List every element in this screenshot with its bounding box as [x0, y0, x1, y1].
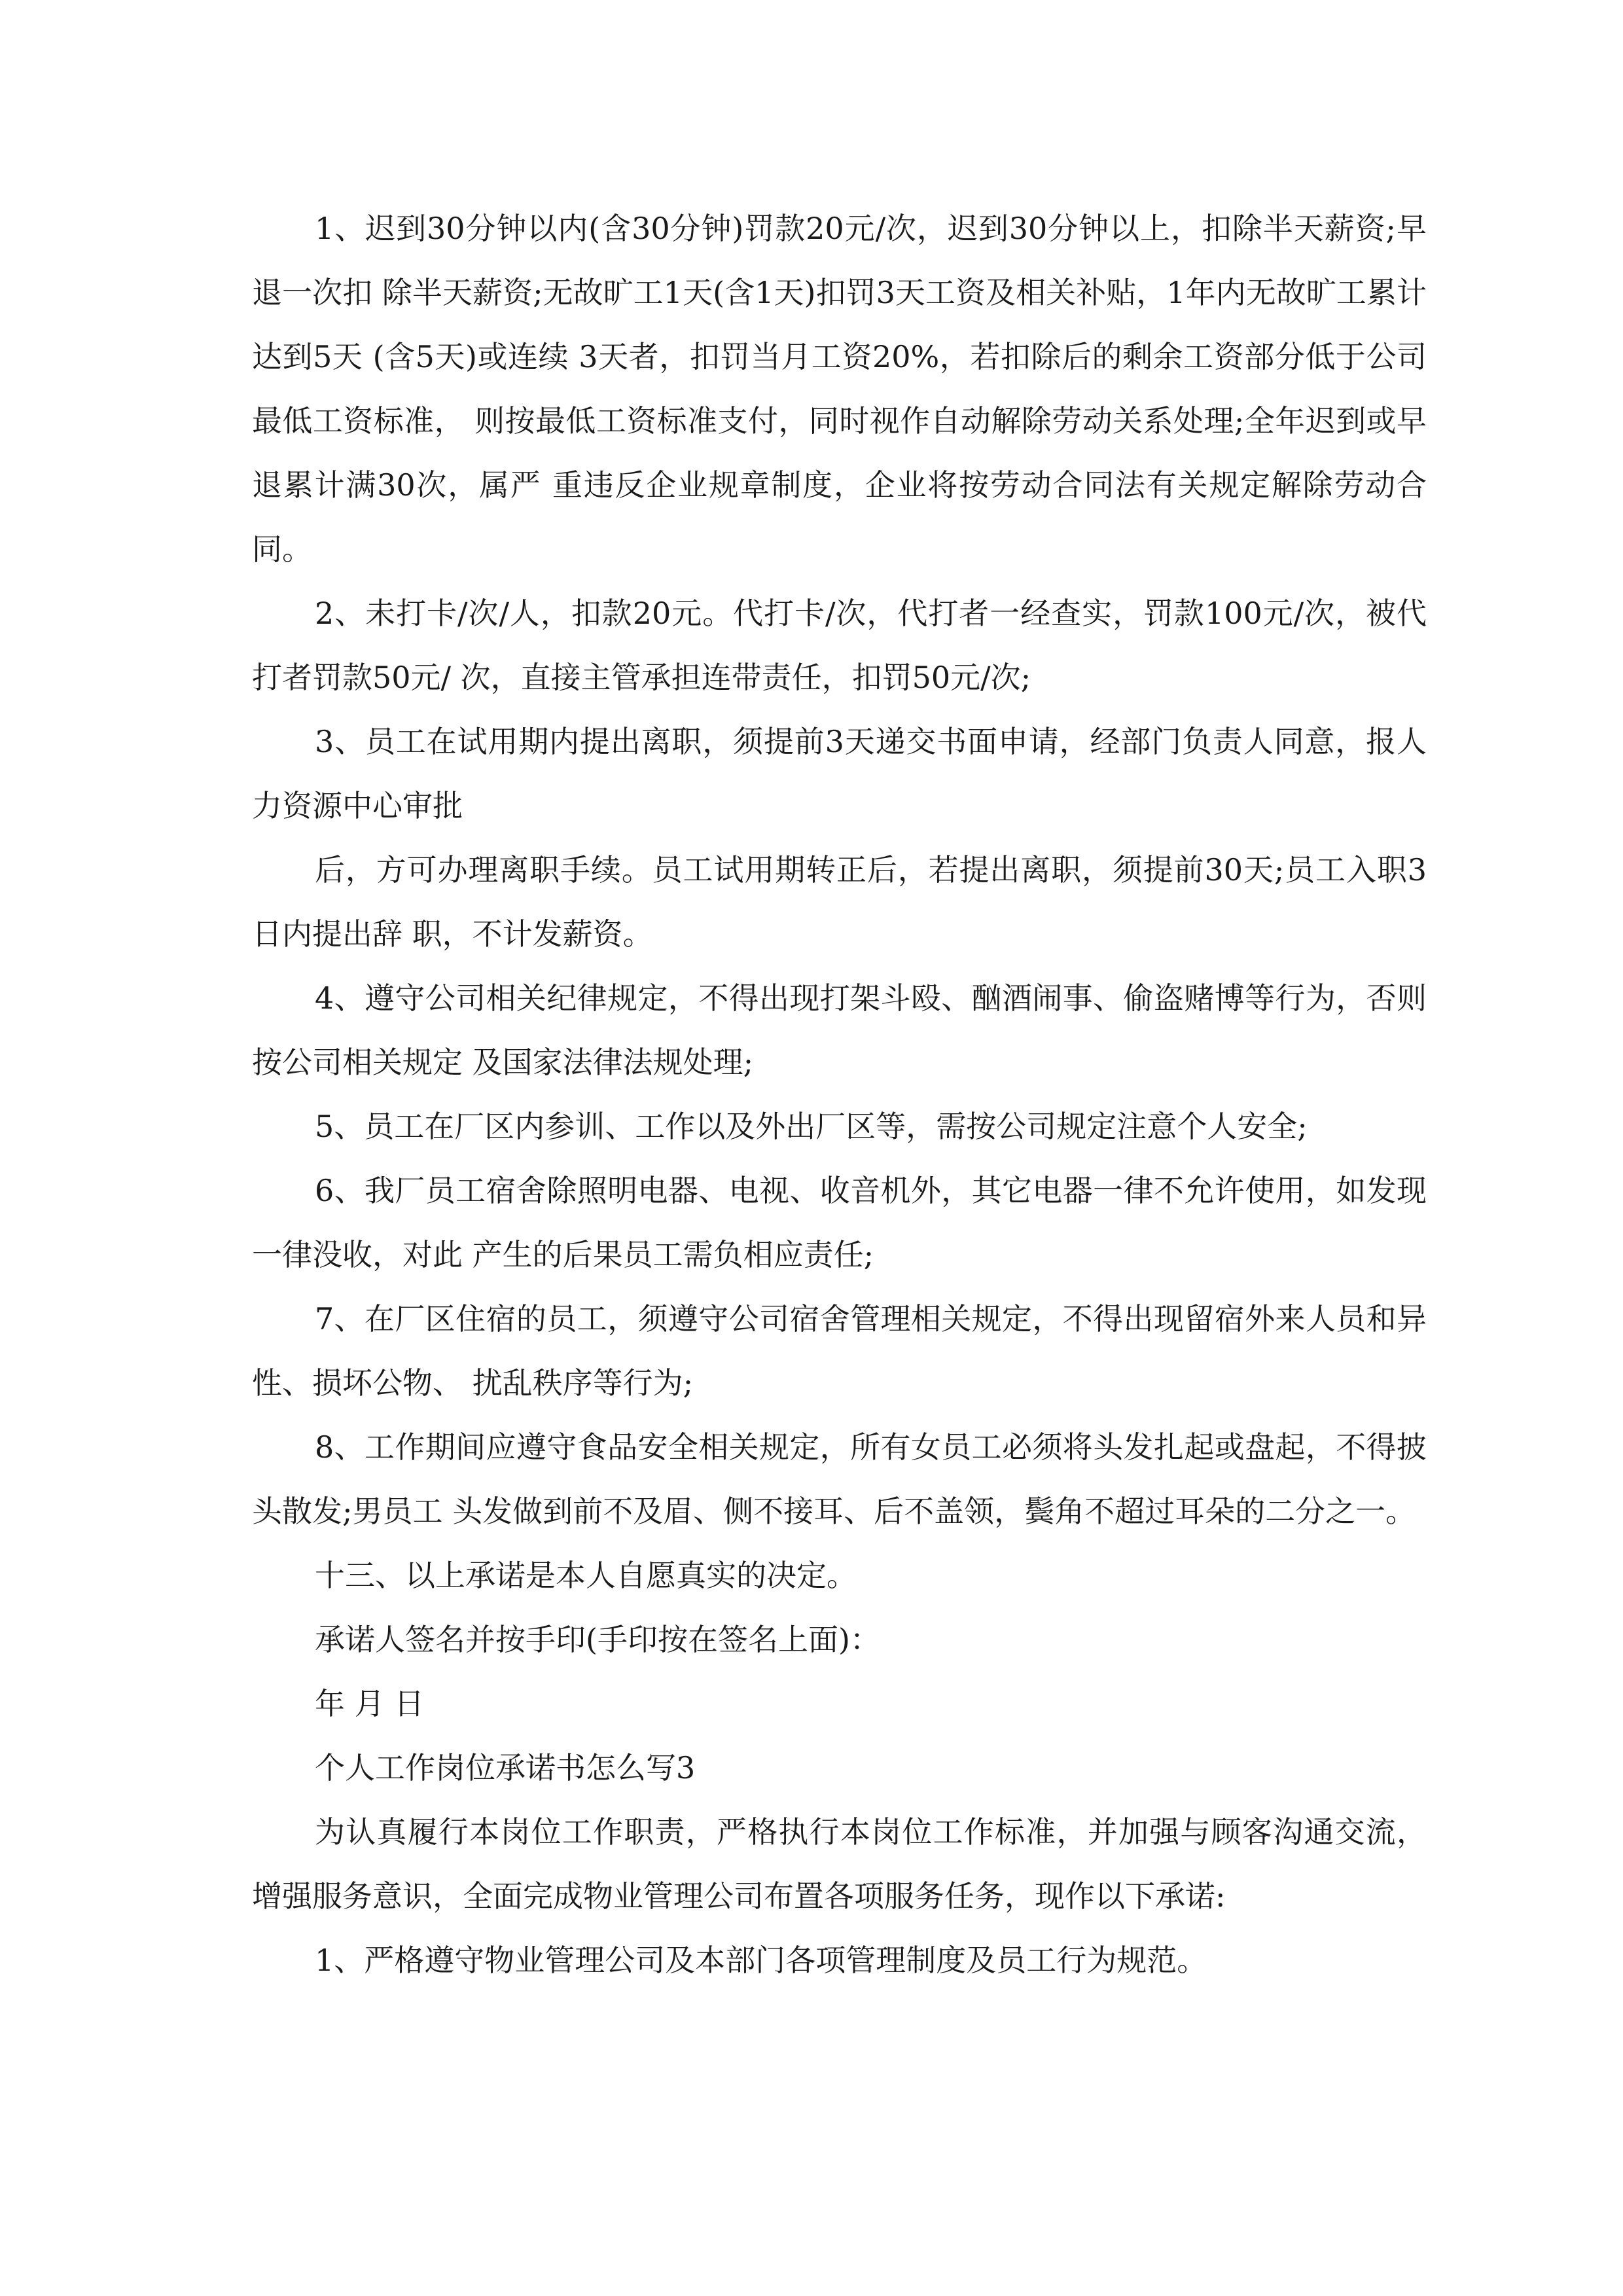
- paragraph-commitment-intro: 为认真履行本岗位工作职责，严格执行本岗位工作标准，并加强与顾客沟通交流，增强服务意识，全面完成物业管理公司布置各项服务任务，现作以下承诺:: [252, 1814, 1427, 1914]
- document-body: [252, 196, 1427, 1992]
- paragraph-voluntary-statement: 十三、以上承诺是本人自愿真实的决定。: [315, 1558, 857, 1593]
- paragraph-resignation-procedure: 后，方可办理离职手续。员工试用期转正后，若提出离职，须提前30天;员工入职3日内提出辞 职，不计发薪资。: [252, 852, 1427, 952]
- paragraph-late-arrival-penalty: 1、迟到30分钟以内(含30分钟)罚款20元/次，迟到30分钟以上，扣除半天薪资;早退一次扣 除半天薪资;无故旷工1天(含1天)扣罚3天工资及相关补贴，1年内无故旷工累计达到5天 (含5天)或连续 3天者，扣罚当月工资20%，若扣除后的剩余工资部分低于公司最低工资标准， 则按最低工资标准支付，同时视作自动解除劳动关系处理;全年迟到或早退累计满30次，属严 重违反企业规章制度，企业将按劳动合同法有关规定解除劳动合同。: [252, 211, 1427, 567]
- paragraph-probation-resignation: 3、员工在试用期内提出离职，须提前3天递交书面申请，经部门负责人同意，报人力资源中心审批: [252, 724, 1427, 823]
- paragraph-clock-in-penalty: 2、未打卡/次/人，扣款20元。代打卡/次，代打者一经查实，罚款100元/次，被代打者罚款50元/ 次，直接主管承担连带责任，扣罚50元/次;: [252, 596, 1427, 695]
- paragraph-dormitory-rules: 7、在厂区住宿的员工，须遵守公司宿舍管理相关规定，不得出现留宿外来人员和异性、损坏公物、 扰乱秩序等行为;: [252, 1301, 1427, 1401]
- section-heading: 个人工作岗位承诺书怎么写3: [315, 1750, 696, 1785]
- paragraph-date-line: 年 月 日: [315, 1686, 425, 1721]
- paragraph-signature-line: 承诺人签名并按手印(手印按在签名上面)：: [315, 1622, 880, 1657]
- paragraph-discipline-rules: 4、遵守公司相关纪律规定，不得出现打架斗殴、酗酒闹事、偷盗赌博等行为，否则按公司相关规定 及国家法律法规处理;: [252, 980, 1427, 1080]
- paragraph-commitment-item-1: 1、严格遵守物业管理公司及本部门各项管理制度及员工行为规范。: [315, 1943, 1207, 1978]
- paragraph-personal-safety: 5、员工在厂区内参训、工作以及外出厂区等，需按公司规定注意个人安全;: [315, 1109, 1308, 1144]
- paragraph-food-safety-hair: 8、工作期间应遵守食品安全相关规定，所有女员工必须将头发扎起或盘起，不得披头散发;男员工 头发做到前不及眉、侧不接耳、后不盖领，鬓角不超过耳朵的二分之一。: [252, 1429, 1427, 1529]
- paragraph-dormitory-appliances: 6、我厂员工宿舍除照明电器、电视、收音机外，其它电器一律不允许使用，如发现一律没收，对此 产生的后果员工需负相应责任;: [252, 1173, 1427, 1272]
